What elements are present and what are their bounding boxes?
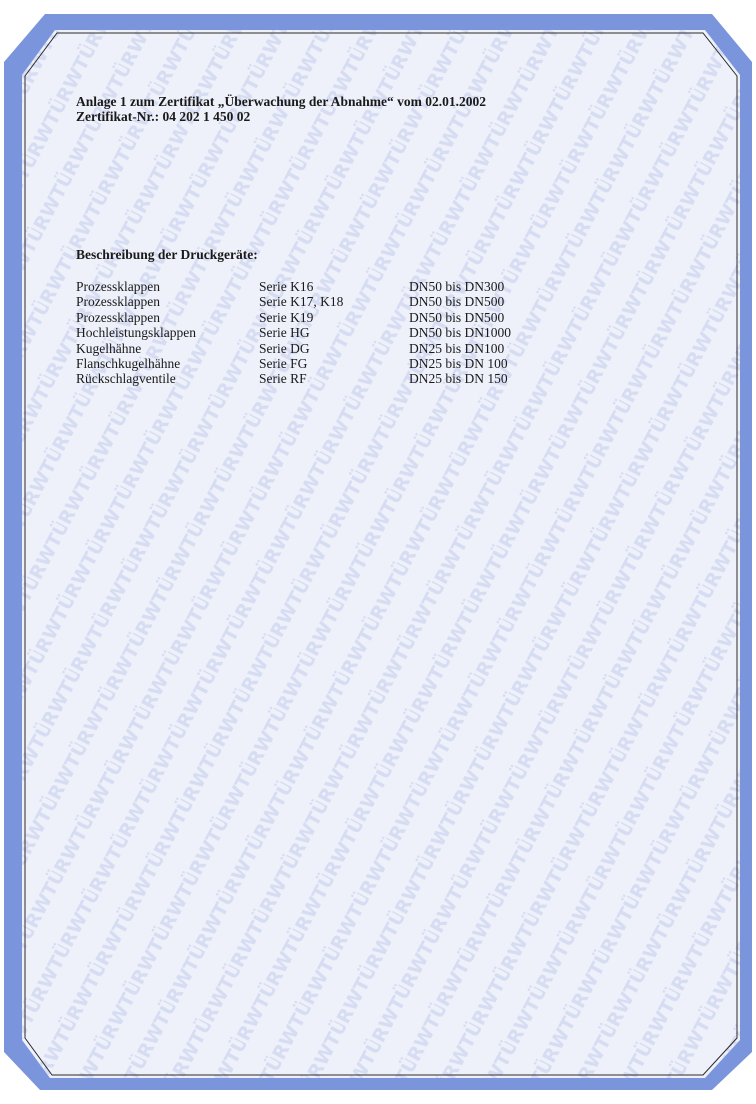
device-range: DN50 bis DN500 [409,294,505,310]
device-range: DN25 bis DN 150 [409,371,508,387]
device-series: Serie HG [259,325,310,341]
device-range: DN50 bis DN1000 [409,325,512,341]
device-row [76,325,676,340]
device-type: Prozessklappen [76,279,160,294]
device-series: Serie RF [259,371,307,387]
device-series: Serie K19 [259,309,314,325]
device-type: Flanschkugelhähne [76,355,181,371]
document-header [76,94,696,124]
device-row [76,294,676,309]
device-series: Serie DG [259,340,310,356]
header-line-1: Anlage 1 zum Zertifikat „Überwachung der Abnahme“ vom 02.01.2002 [76,94,486,109]
device-range: DN50 bis DN300 [409,279,505,294]
device-type: Hochleistungsklappen [76,325,196,341]
device-type: Rückschlagventile [76,371,176,387]
device-row [76,310,676,325]
device-row [76,341,676,356]
device-series: Serie K17, K18 [259,294,344,310]
device-range: DN50 bis DN500 [409,309,505,325]
device-series: Serie K16 [259,279,314,294]
device-row [76,279,676,294]
device-type: Prozessklappen [76,294,160,310]
device-range: DN25 bis DN100 [409,340,505,356]
device-list [76,279,676,387]
device-row [76,356,676,371]
certificate-number: Zertifikat-Nr.: 04 202 1 450 02 [76,109,251,124]
section-title: Beschreibung der Druckgeräte: [76,247,258,262]
device-type: Prozessklappen [76,309,160,325]
device-type: Kugelhähne [76,340,142,356]
device-series: Serie FG [259,355,308,371]
device-range: DN25 bis DN 100 [409,355,508,371]
device-row [76,371,676,386]
